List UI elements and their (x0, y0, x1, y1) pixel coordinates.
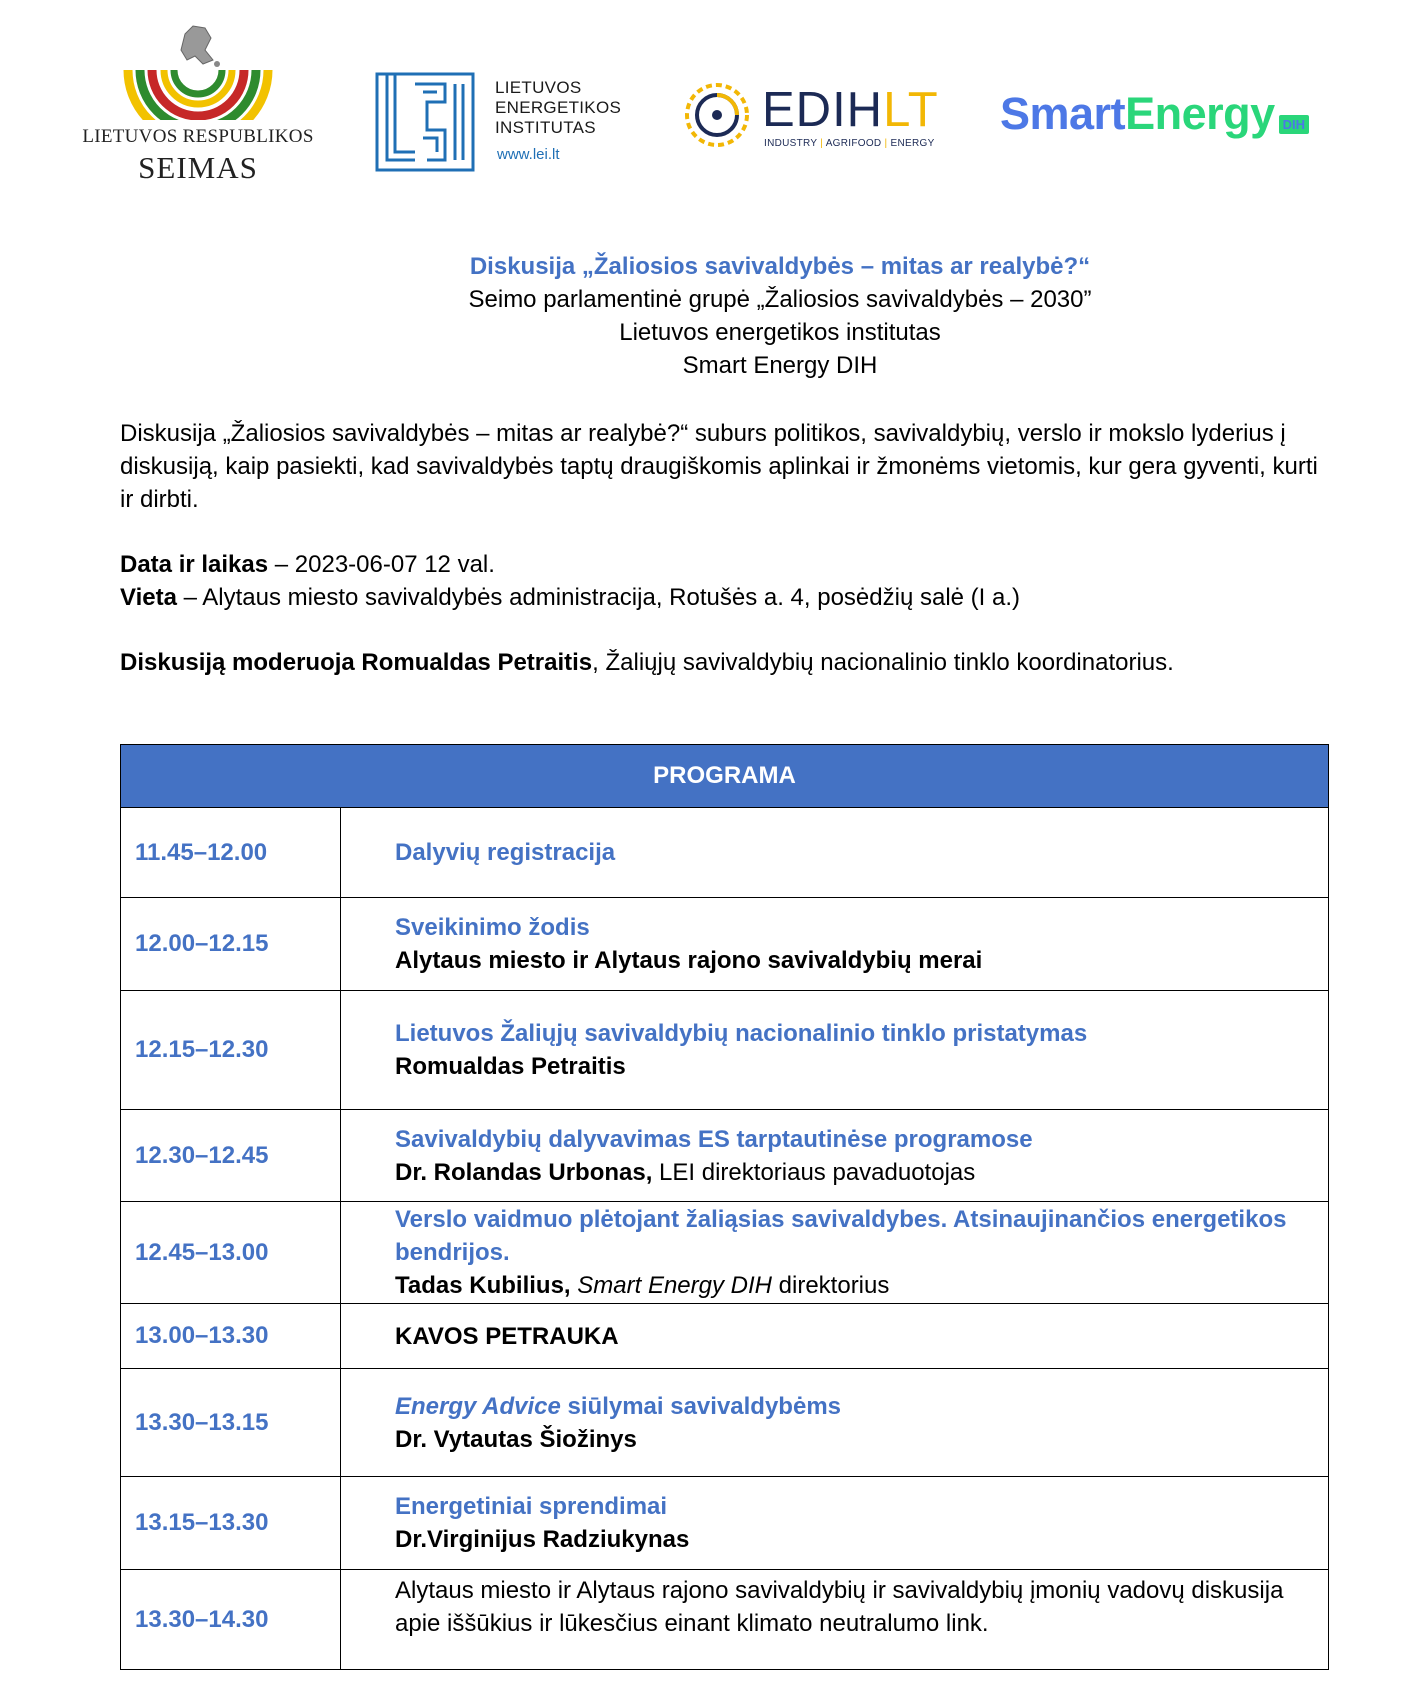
desc-cell (341, 1202, 1329, 1304)
desc-cell (341, 1369, 1329, 1477)
edih-name-a: EDIH (762, 83, 884, 137)
desc-cell (341, 1570, 1329, 1670)
row-speaker: Dr.Virginijus Radziukynas (395, 1526, 690, 1553)
time-cell: 13.15–13.30 (121, 1477, 341, 1570)
lei-line2: ENERGETIKOS (495, 98, 622, 117)
energy-word: Energy (1125, 88, 1275, 139)
seimas-emblem-icon (113, 20, 283, 120)
seimas-logo (68, 20, 328, 210)
desc-cell (341, 991, 1329, 1110)
desc-cell (341, 1110, 1329, 1202)
time-cell: 12.15–12.30 (121, 991, 341, 1110)
row-role: LEI direktoriaus pavaduotojas (652, 1158, 976, 1186)
document-header (300, 250, 1260, 382)
edih-subtitle: INDUSTRY | AGRIFOOD | ENERGY (764, 138, 935, 149)
lei-url: www.lei.lt (497, 146, 560, 163)
seimas-line2: SEIMAS (138, 150, 258, 185)
table-row (121, 1110, 1329, 1202)
table-row (121, 1202, 1329, 1304)
row-role: direktorius (771, 1272, 890, 1299)
table-row (121, 1477, 1329, 1570)
row-title: Verslo vaidmuo plėtojant žaliąsias savivaldybes. Atsinaujinančios energetikos bendrijos. (395, 1206, 1287, 1266)
organizer-line-2: Lietuvos energetikos institutas (619, 319, 941, 346)
lei-line3: INSTITUTAS (495, 118, 596, 137)
date-line (120, 548, 1330, 581)
lei-name (495, 78, 621, 138)
edih-circle-icon (682, 80, 752, 150)
row-speaker: Romualdas Petraitis (395, 1053, 626, 1080)
dih-badge: DIH (1279, 115, 1309, 134)
row-title (395, 1390, 1327, 1423)
edih-logo (682, 80, 942, 160)
edih-sub-a: INDUSTRY (764, 138, 818, 149)
date-value: – 2023-06-07 12 val. (268, 551, 495, 578)
edih-title (762, 82, 939, 138)
organizer-line-1: Seimo parlamentinė grupė „Žaliosios savivaldybės – 2030” (468, 286, 1092, 313)
event-title: Diskusija „Žaliosios savivaldybės – mitas ar realybė?“ (469, 253, 1091, 280)
edih-sub-c: ENERGY (890, 138, 935, 149)
desc-cell (341, 808, 1329, 898)
organizer-line-3: Smart Energy DIH (682, 352, 878, 379)
program-header: PROGRAMA (121, 745, 1329, 808)
desc-cell (341, 1477, 1329, 1570)
row-title: Dalyvių registracija (395, 839, 616, 866)
row-title-rest: siūlymai savivaldybėms (560, 1392, 842, 1420)
time-cell: 12.30–12.45 (121, 1110, 341, 1202)
table-row (121, 1570, 1329, 1670)
row-title: Energetiniai sprendimai (395, 1493, 668, 1520)
table-row (121, 1304, 1329, 1369)
table-row (121, 898, 1329, 991)
table-row (121, 808, 1329, 898)
lei-mark-icon (375, 72, 475, 172)
row-text: Alytaus miesto ir Alytaus rajono savivaldybių ir savivaldybių įmonių vadovų diskusija apie iššūkius ir lūkesčius einant klimato neutralumo link. (395, 1577, 1284, 1637)
smart-word: Smart (1000, 88, 1126, 139)
row-speaker: Dr. Rolandas Urbonas, (395, 1158, 653, 1186)
row-break: KAVOS PETRAUKA (395, 1322, 619, 1350)
row-speaker: Dr. Vytautas Šiožinys (395, 1425, 637, 1453)
place-value: – Alytaus miesto savivaldybės administracija, Rotušės a. 4, posėdžių salė (I a.) (176, 584, 1020, 611)
table-row (121, 1369, 1329, 1477)
desc-cell (341, 1304, 1329, 1369)
lei-line1: LIETUVOS (495, 78, 582, 97)
table-row (121, 991, 1329, 1110)
row-title: Lietuvos Žaliųjų savivaldybių nacionalinio tinklo pristatymas (395, 1020, 1088, 1047)
row-speaker: Alytaus miesto ir Alytaus rajono savivaldybių merai (395, 947, 983, 974)
moderator-line (120, 646, 1330, 679)
logo-bar (0, 0, 1416, 220)
time-cell: 12.00–12.15 (121, 898, 341, 991)
moderator-label: Diskusiją moderuoja Romualdas Petraitis (120, 649, 593, 676)
smart-energy-logo (1000, 88, 1360, 158)
time-cell: 13.30–13.15 (121, 1369, 341, 1477)
seimas-line1: LIETUVOS RESPUBLIKOS (82, 126, 314, 147)
desc-cell (341, 898, 1329, 991)
place-label: Vieta (120, 584, 177, 611)
lei-logo (375, 72, 635, 172)
row-speaker: Tadas Kubilius, (395, 1272, 571, 1299)
time-cell: 13.30–14.30 (121, 1570, 341, 1670)
edih-name-b: LT (883, 83, 939, 137)
time-cell: 12.45–13.00 (121, 1202, 341, 1304)
time-cell: 11.45–12.00 (121, 808, 341, 898)
intro-paragraph: Diskusija „Žaliosios savivaldybės – mitas ar realybė?“ suburs politikos, savivaldybių, verslo ir mokslo lyderius į diskusiją, kaip pasiekti, kad savivaldybės taptų draugiškomis aplinkai ir žmonėms vietomis, kur gera gyventi, kurti ir dirbti. (120, 420, 1318, 513)
row-title: Savivaldybių dalyvavimas ES tarptautinėse programose (395, 1125, 1033, 1153)
time-cell: 13.00–13.30 (121, 1304, 341, 1369)
program-header-row (121, 745, 1329, 808)
date-label: Data ir laikas (120, 551, 269, 578)
edih-sub-b: AGRIFOOD (825, 138, 882, 149)
row-title-italic: Energy Advice (395, 1392, 561, 1420)
place-line (120, 581, 1330, 614)
row-title: Sveikinimo žodis (395, 914, 590, 941)
row-role-italic: Smart Energy DIH (570, 1272, 772, 1299)
moderator-value: , Žaliųjų savivaldybių nacionalinio tinklo koordinatorius. (592, 649, 1174, 676)
program-table (120, 744, 1329, 1670)
